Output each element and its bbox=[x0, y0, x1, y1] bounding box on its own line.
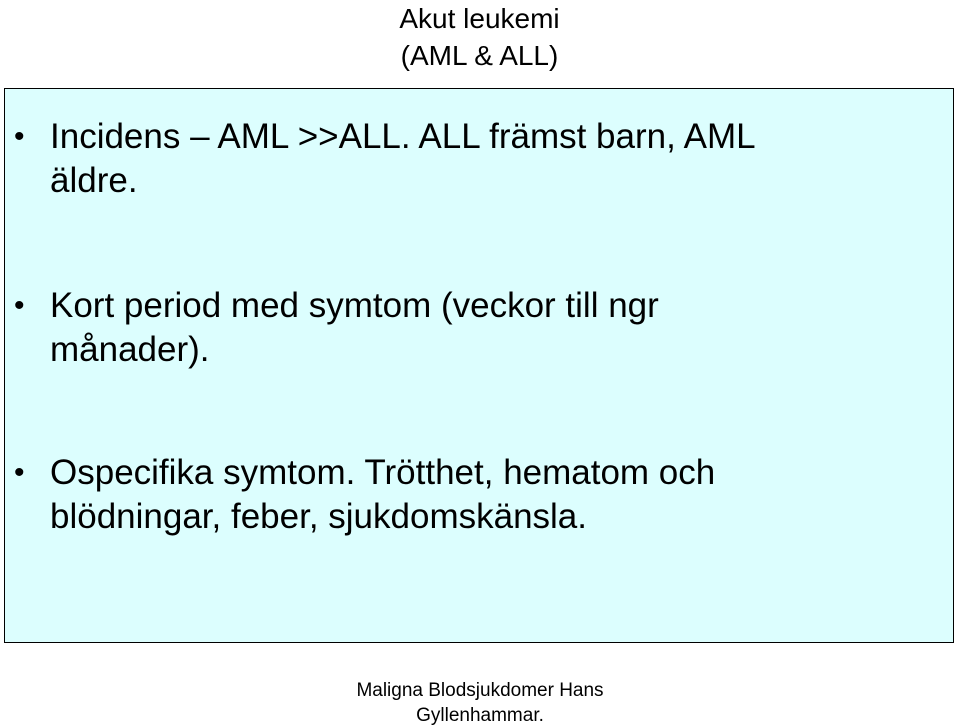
footer-line-1: Maligna Blodsjukdomer Hans bbox=[356, 680, 604, 701]
bullet-text-line-1: Ospecifika symtom. Trötthet, hematom och bbox=[50, 453, 716, 492]
footer-line-2: Gyllenhammar. bbox=[416, 705, 544, 726]
slide-title-line-1: Akut leukemi bbox=[399, 3, 560, 34]
bullet-text bbox=[50, 115, 930, 203]
bullet-text bbox=[50, 284, 930, 372]
footer-credit bbox=[330, 678, 630, 728]
bullet-text-line-2: blödningar, feber, sjukdomskänsla. bbox=[50, 497, 587, 536]
slide-title-line-2: (AML & ALL) bbox=[400, 40, 559, 71]
bullet-icon: • bbox=[14, 456, 25, 489]
bullet-icon: • bbox=[14, 120, 25, 153]
bullet-text-line-2: äldre. bbox=[50, 161, 138, 200]
slide-title bbox=[0, 0, 959, 74]
bullet-text-line-1: Incidens – AML >>ALL. ALL främst barn, AML bbox=[50, 117, 756, 156]
bullet-text-line-1: Kort period med symtom (veckor till ngr bbox=[50, 286, 659, 325]
bullet-text-line-2: månader). bbox=[50, 330, 210, 369]
bullet-text bbox=[50, 451, 930, 539]
bullet-icon: • bbox=[14, 289, 25, 322]
